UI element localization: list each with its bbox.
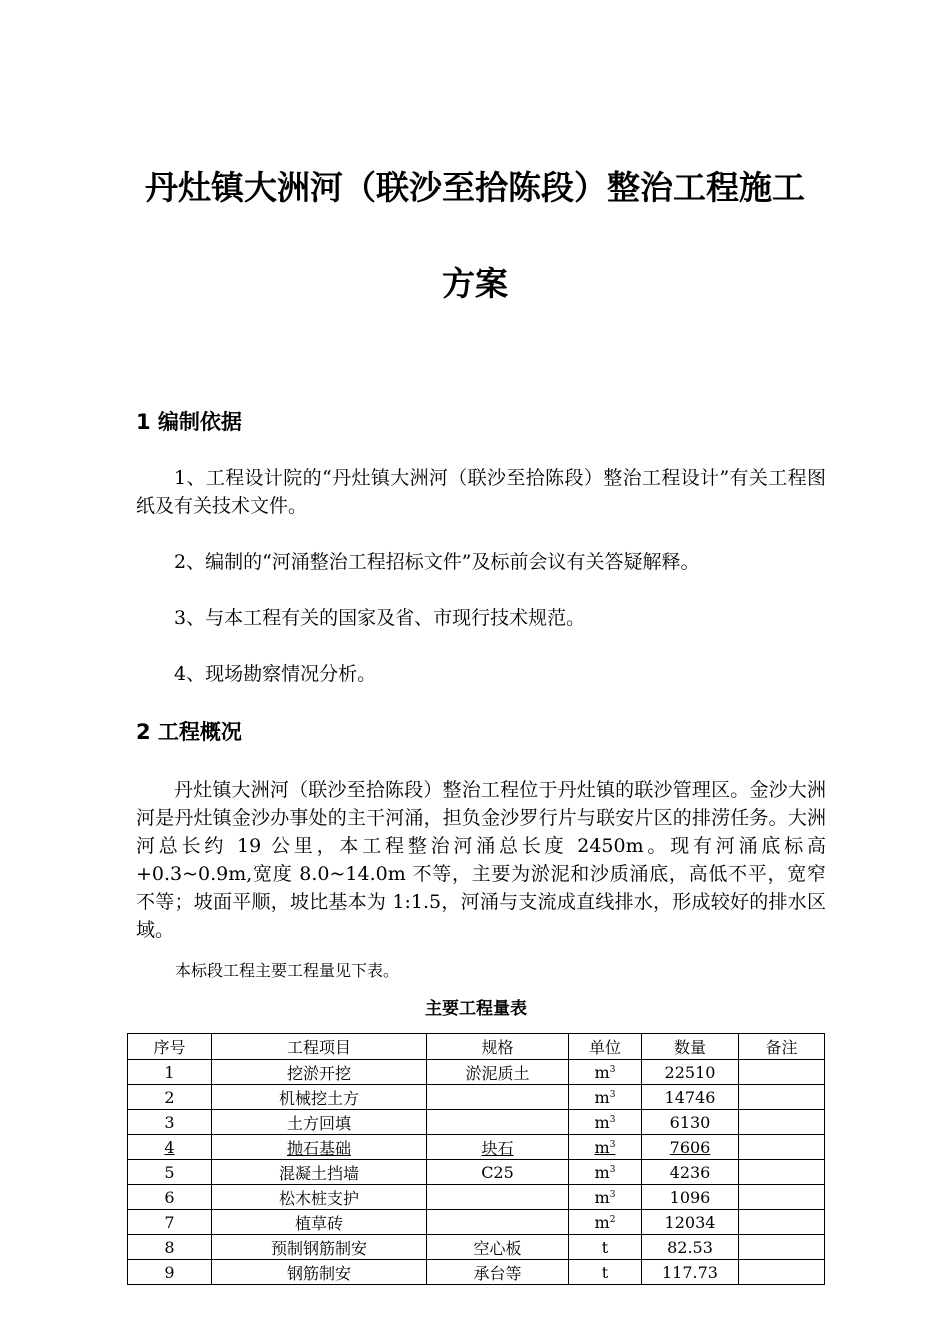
unit-text: m	[594, 1212, 610, 1232]
cell-unit	[569, 1160, 642, 1185]
cell-note	[739, 1185, 825, 1210]
col-header-qty: 数量	[642, 1034, 739, 1060]
cell-item: 混凝土挡墙	[212, 1160, 427, 1185]
col-header-spec: 规格	[427, 1034, 569, 1060]
cell-item: 挖淤开挖	[212, 1060, 427, 1085]
cell-note	[739, 1135, 825, 1160]
overview-paragraph: 丹灶镇大洲河（联沙至拾陈段）整治工程位于丹灶镇的联沙管理区。金沙大洲河是丹灶镇金沙办事处的主干河涌，担负金沙罗行片与联安片区的排涝任务。大洲河总长约 19 公里，本工程整治河涌总长度 2450m。现有河涌底标高+0.3~0.9m,宽度 8.0~14.0m 不等，主要为淤泥和沙质涌底，高低不平，宽窄不等；坡面平顺，坡比基本为 1:1.5，河涌与支流成直线排水，形成较好的排水区域。	[136, 779, 826, 941]
cell-unit	[569, 1110, 642, 1135]
cell-qty: 7606	[642, 1135, 739, 1160]
cell-spec: 淤泥质土	[427, 1060, 569, 1085]
cell-note	[739, 1260, 825, 1285]
cell-qty: 14746	[642, 1085, 739, 1110]
table-row	[128, 1085, 825, 1110]
cell-spec	[427, 1085, 569, 1110]
cell-unit	[569, 1210, 642, 1235]
cell-item: 预制钢筋制安	[212, 1235, 427, 1260]
quantities-table	[127, 1033, 825, 1285]
unit-text: m	[594, 1187, 610, 1207]
col-header-no: 序号	[128, 1034, 212, 1060]
basis-item-4: 4、现场勘察情况分析。	[174, 663, 377, 685]
cell-spec	[427, 1110, 569, 1135]
cell-no: 4	[128, 1135, 212, 1160]
cell-no: 9	[128, 1260, 212, 1285]
table-row	[128, 1060, 825, 1085]
cell-no: 7	[128, 1210, 212, 1235]
unit-text: t	[601, 1237, 609, 1257]
unit-text: m	[594, 1062, 610, 1082]
cell-note	[739, 1160, 825, 1185]
cell-item: 植草砖	[212, 1210, 427, 1235]
cell-note	[739, 1110, 825, 1135]
cell-unit	[569, 1085, 642, 1110]
table-row	[128, 1210, 825, 1235]
table-caption: 主要工程量表	[425, 999, 527, 1019]
cell-unit	[569, 1185, 642, 1210]
unit-exponent: 3	[609, 1114, 616, 1125]
cell-qty: 6130	[642, 1110, 739, 1135]
cell-qty: 4236	[642, 1160, 739, 1185]
col-header-note: 备注	[739, 1034, 825, 1060]
document-title-line2: 方案	[442, 264, 508, 303]
cell-unit	[569, 1260, 642, 1285]
cell-item: 钢筋制安	[212, 1260, 427, 1285]
unit-text: m	[594, 1162, 610, 1182]
cell-no: 1	[128, 1060, 212, 1085]
cell-item: 抛石基础	[212, 1135, 427, 1160]
cell-spec: 空心板	[427, 1235, 569, 1260]
table-row	[128, 1135, 825, 1160]
table-row	[128, 1260, 825, 1285]
cell-unit	[569, 1060, 642, 1085]
cell-spec	[427, 1210, 569, 1235]
cell-qty: 1096	[642, 1185, 739, 1210]
col-header-unit: 单位	[569, 1034, 642, 1060]
cell-no: 5	[128, 1160, 212, 1185]
basis-item-2: 2、编制的“河涌整治工程招标文件”及标前会议有关答疑解释。	[174, 551, 700, 573]
cell-qty: 117.73	[642, 1260, 739, 1285]
unit-text: m	[594, 1112, 610, 1132]
cell-note	[739, 1210, 825, 1235]
cell-spec: 块石	[427, 1135, 569, 1160]
col-header-item: 工程项目	[212, 1034, 427, 1060]
table-header-row	[128, 1034, 825, 1060]
unit-text: m	[594, 1137, 610, 1157]
table-row	[128, 1160, 825, 1185]
cell-no: 3	[128, 1110, 212, 1135]
cell-qty: 12034	[642, 1210, 739, 1235]
cell-note	[739, 1060, 825, 1085]
cell-item: 松木桩支护	[212, 1185, 427, 1210]
unit-exponent: 3	[609, 1189, 616, 1200]
unit-exponent: 2	[609, 1214, 616, 1225]
unit-exponent: 3	[609, 1139, 616, 1150]
cell-no: 6	[128, 1185, 212, 1210]
cell-unit	[569, 1135, 642, 1160]
section-heading-overview: 2 工程概况	[136, 720, 242, 744]
cell-item: 机械挖土方	[212, 1085, 427, 1110]
basis-item-1: 1、工程设计院的“丹灶镇大洲河（联沙至拾陈段）整治工程设计”有关工程图纸及有关技术文件。	[136, 467, 826, 517]
basis-item-3: 3、与本工程有关的国家及省、市现行技术规范。	[174, 607, 586, 629]
table-intro-note: 本标段工程主要工程量见下表。	[175, 961, 400, 980]
table-row	[128, 1110, 825, 1135]
document-title-line1: 丹灶镇大洲河（联沙至拾陈段）整治工程施工	[145, 168, 805, 207]
table-row	[128, 1235, 825, 1260]
cell-no: 2	[128, 1085, 212, 1110]
unit-exponent: 3	[609, 1089, 616, 1100]
cell-unit	[569, 1235, 642, 1260]
cell-spec: 承台等	[427, 1260, 569, 1285]
table-row	[128, 1185, 825, 1210]
unit-text: t	[601, 1262, 609, 1282]
unit-text: m	[594, 1087, 610, 1107]
cell-qty: 22510	[642, 1060, 739, 1085]
cell-item: 土方回填	[212, 1110, 427, 1135]
cell-note	[739, 1235, 825, 1260]
section-heading-basis: 1 编制依据	[136, 410, 242, 434]
cell-spec	[427, 1185, 569, 1210]
cell-note	[739, 1085, 825, 1110]
cell-qty: 82.53	[642, 1235, 739, 1260]
cell-spec: C25	[427, 1160, 569, 1185]
unit-exponent: 3	[609, 1064, 616, 1075]
unit-exponent: 3	[609, 1164, 616, 1175]
cell-no: 8	[128, 1235, 212, 1260]
